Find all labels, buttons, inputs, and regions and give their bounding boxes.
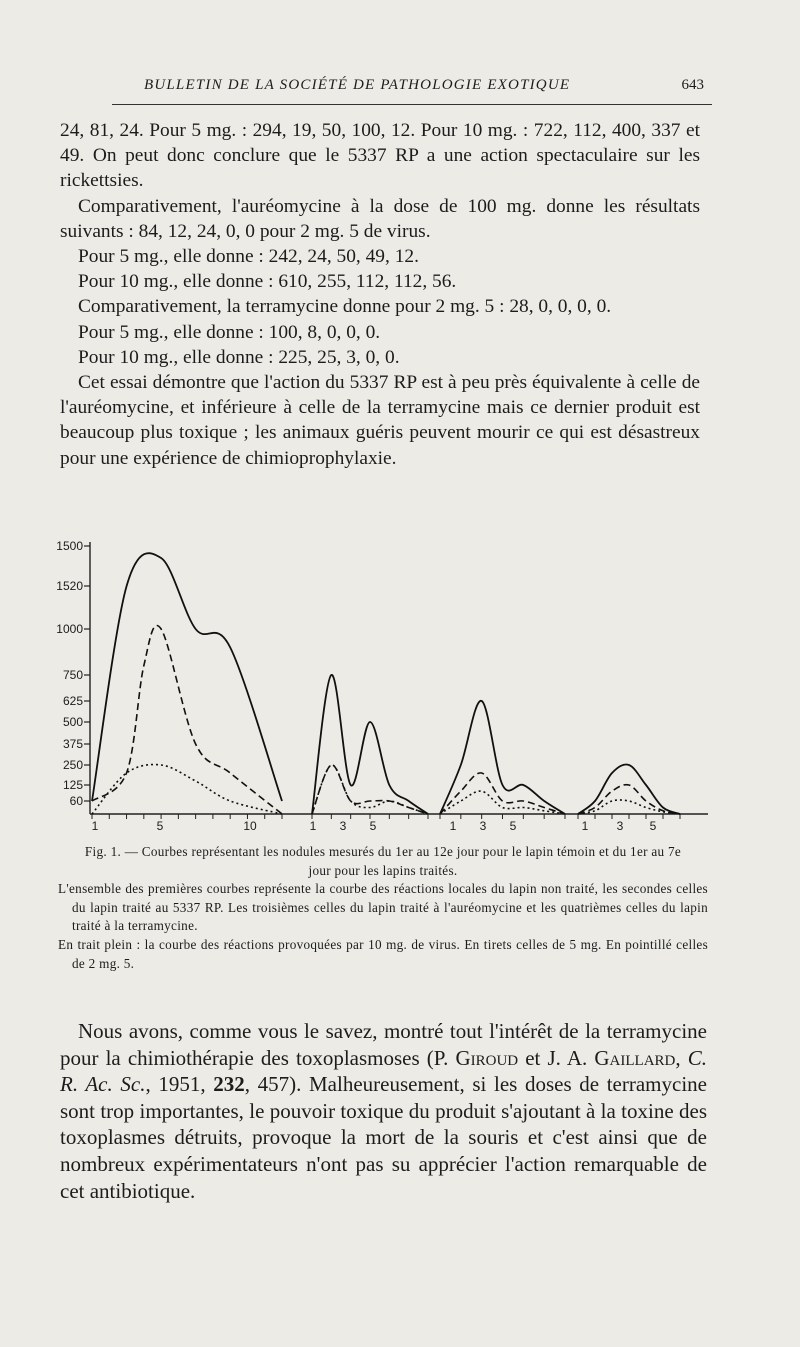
- series-dashed-line: [92, 626, 282, 814]
- paragraph-2: Comparativement, l'auréomycine à la dose de 100 mg. donne les résultats suivants : 84, 12, 24, 0, 0 pour 2 mg. 5 de virus.: [60, 195, 700, 242]
- series-solid-line: [440, 701, 565, 814]
- journal-volume: 232: [213, 1072, 245, 1097]
- y-tick-label: 375: [62, 737, 83, 751]
- x-tick-label: 1: [581, 819, 589, 833]
- figure-caption: [58, 843, 708, 973]
- y-tick-label: 750: [62, 668, 83, 682]
- header-rule: [112, 104, 712, 105]
- x-tick-label: 1: [449, 819, 457, 833]
- x-tick-label: 5: [649, 819, 657, 833]
- y-tick-label: 250: [62, 758, 83, 772]
- final-text-2: et J. A.: [518, 1045, 595, 1070]
- final-text-5: , 457). Malheureusement, si les doses de terramycine sont trop importantes, le pouvoir toxique du produit s'ajoutant à la toxine des toxoplasmes détruits, provoque la mort de la souris et c'est ainsi que de nombreux expérimentateurs n'ont pas su apprécier l'action remarquable de cet antibiotique.: [60, 1072, 707, 1203]
- caption-line-3: En trait plein : la courbe des réactions provoquées par 10 mg. de virus. En tirets celles de 5 mg. En pointillé celles de 2 mg. 5.: [58, 936, 708, 971]
- series-solid-line: [312, 675, 428, 814]
- x-tick-label: 10: [243, 819, 257, 833]
- y-tick-label: 1500: [56, 539, 83, 553]
- caption-fig-label: Fig. 1.: [84, 844, 122, 859]
- author-gaillard: Gaillard: [594, 1045, 676, 1070]
- final-text-1: Nous avons, comme vous le savez, montré tout l'intérêt de la terramycine pour la chimiothérapie des toxoplasmoses (P.: [60, 1019, 707, 1070]
- paragraph-1: 24, 81, 24. Pour 5 mg. : 294, 19, 50, 100, 12. Pour 10 mg. : 722, 112, 400, 337 et 49. On peut donc conclure que le 5337 RP a une action spectaculaire sur les rickettsies.: [60, 120, 700, 192]
- paragraph-5: Comparativement, la terramycine donne pour 2 mg. 5 : 28, 0, 0, 0, 0.: [78, 296, 612, 318]
- x-tick-label: 1: [309, 819, 317, 833]
- y-tick-label: 1000: [56, 622, 83, 636]
- nodule-curves-chart: [0, 528, 800, 838]
- y-tick-label: 125: [62, 778, 83, 792]
- y-tick-label: 60: [69, 794, 83, 808]
- x-tick-label: 3: [616, 819, 624, 833]
- x-tick-label: 5: [156, 819, 164, 833]
- series-dashed-line: [440, 773, 565, 814]
- caption-line-2: L'ensemble des premières courbes représente la courbe des réactions locales du lapin non traité, les secondes celles du lapin traité au 5337 RP. Les troisièmes celles du lapin traité à l'auréomycine et les quatrièmes celles du lapin traité à la terramycine.: [58, 881, 708, 934]
- caption-line-1: — Courbes représentant les nodules mesurés du 1er au 12e jour pour le lapin témoin et du 1er au 7e jour pour les lapins traités.: [124, 844, 682, 878]
- series-solid-line: [578, 764, 680, 814]
- y-tick-label: 625: [62, 694, 83, 708]
- x-tick-label: 1: [91, 819, 99, 833]
- running-title: BULLETIN DE LA SOCIÉTÉ DE PATHOLOGIE EXOTIQUE: [144, 77, 571, 93]
- y-tick-label: 500: [62, 715, 83, 729]
- x-tick-label: 5: [369, 819, 377, 833]
- page-number: 643: [681, 77, 704, 93]
- series-solid-line: [92, 553, 282, 801]
- series-dashed-line: [312, 765, 428, 814]
- paragraph-4: Pour 10 mg., elle donne : 610, 255, 112, 112, 56.: [78, 271, 457, 293]
- journal-name: C. R. Ac. Sc.: [60, 1045, 707, 1097]
- x-tick-label: 3: [479, 819, 487, 833]
- figure-1: [0, 528, 800, 838]
- paragraph-6: Pour 5 mg., elle donne : 100, 8, 0, 0, 0.: [78, 321, 381, 343]
- final-text-3: ,: [675, 1045, 688, 1070]
- final-paragraph: [60, 1018, 707, 1204]
- y-tick-label: 1520: [56, 579, 83, 593]
- x-tick-label: 3: [339, 819, 347, 833]
- author-giroud: Giroud: [455, 1045, 519, 1070]
- paragraph-8: Cet essai démontre que l'action du 5337 RP est à peu près équivalente à celle de l'auréomycine, et inférieure à celle de la terramycine mais ce dernier produit est beaucoup plus toxique ; les animaux guéris peuvent mourir ce qui est désastreux pour une expérience de chimioprophylaxie.: [60, 372, 700, 469]
- series-dotted-line: [312, 765, 428, 814]
- paragraph-3: Pour 5 mg., elle donne : 242, 24, 50, 49, 12.: [78, 246, 419, 268]
- final-text-4: , 1951,: [145, 1072, 214, 1097]
- x-tick-label: 5: [509, 819, 517, 833]
- series-dotted-line: [92, 765, 282, 814]
- paragraph-7: Pour 10 mg., elle donne : 225, 25, 3, 0, 0.: [78, 346, 400, 368]
- body-text: [60, 118, 700, 471]
